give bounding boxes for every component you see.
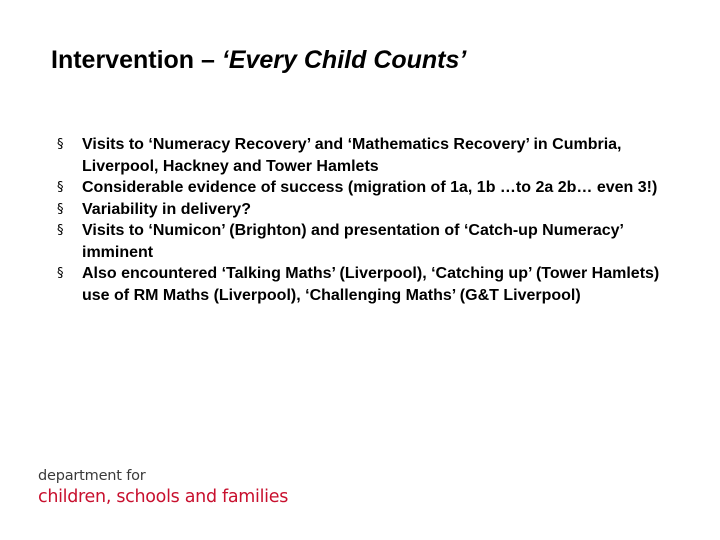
bullet-text: Considerable evidence of success (migration of 1a, 1b …to 2a 2b… even 3!)	[82, 179, 658, 196]
title-italic: ‘Every Child Counts’	[221, 46, 467, 74]
bullet-marker-icon: §	[57, 137, 64, 152]
slide-title	[51, 46, 466, 75]
bullet-item	[57, 220, 677, 263]
bullet-text: Visits to ‘Numeracy Recovery’ and ‘Mathematics Recovery’ in Cumbria, Liverpool, Hackney and Tower Hamlets	[82, 136, 622, 175]
bullet-text: Variability in delivery?	[82, 200, 251, 218]
title-main: Intervention	[51, 46, 195, 74]
title-dash: –	[194, 46, 222, 74]
bullet-text: Also encountered ‘Talking Maths’ (Liverpool), ‘Catching up’ (Tower Hamlets) use of RM Maths (Liverpool), ‘Challenging Maths’ (G&T Liverpool)	[82, 265, 660, 304]
bullet-marker-icon: §	[57, 180, 64, 195]
bullet-list	[57, 134, 677, 306]
bullet-item	[57, 263, 677, 306]
logo-line-children-schools-families: children, schools and families	[38, 487, 289, 507]
bullet-marker-icon: §	[57, 266, 64, 281]
bullet-item	[57, 134, 677, 177]
bullet-item	[57, 199, 677, 221]
bullet-text: Visits to ‘Numicon’ (Brighton) and presentation of ‘Catch-up Numeracy’ imminent	[82, 222, 624, 261]
bullet-marker-icon: §	[57, 223, 64, 238]
bullet-item	[57, 177, 677, 199]
dcsf-logo	[38, 466, 288, 508]
bullet-marker-icon: §	[57, 201, 64, 217]
logo-line-department: department for	[38, 468, 146, 484]
